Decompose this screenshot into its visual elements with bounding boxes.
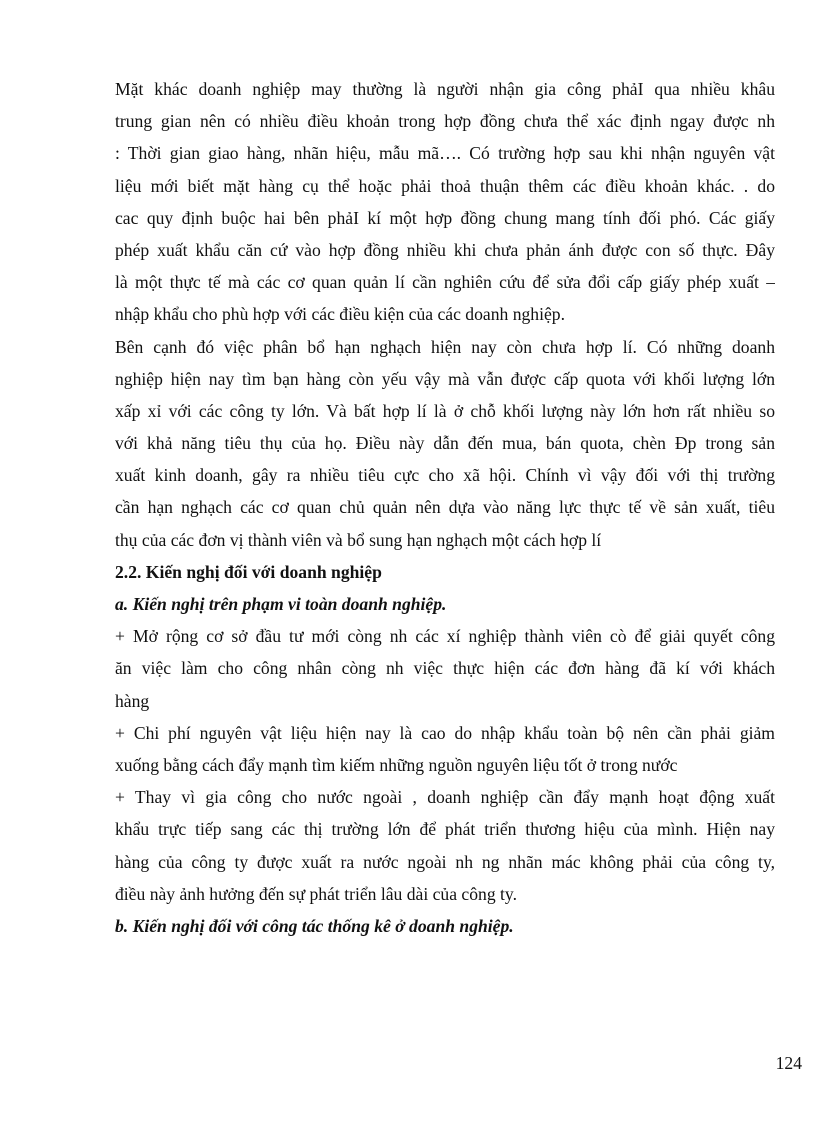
paragraph-line: khẩu trực tiếp sang các thị trường lớn để phát triển thương hiệu của mình. Hiện nay xyxy=(115,819,775,840)
paragraph-line: cần hạn nghạch các cơ quan chủ quản nên dựa vào năng lực thực tế về sản xuất, tiêu xyxy=(115,497,775,518)
document-body xyxy=(115,73,775,942)
paragraph-line: trung gian nên có nhiều điều khoản trong hợp đồng chưa thể xác định ngay được nh xyxy=(115,111,775,132)
paragraph-line: : Thời gian giao hàng, nhãn hiệu, mẫu mã…. Có trường hợp sau khi nhận nguyên vật xyxy=(115,143,775,164)
paragraph-line: liệu mới biết mặt hàng cụ thể hoặc phải thoả thuận thêm các điều khoản khác. . do xyxy=(115,175,775,196)
paragraph-line: phép xuất khẩu căn cứ vào hợp đồng nhiều khi chưa phản ánh được con số thực. Đây xyxy=(115,239,775,260)
paragraph-line: xấp xỉ với các công ty lớn. Và bất hợp lí là ở chỗ khối lượng này lớn hơn rất nhiều so xyxy=(115,400,775,421)
paragraph-line: xuống bằng cách đẩy mạnh tìm kiếm những nguồn nguyên liệu tốt ở trong nước xyxy=(115,754,678,775)
subsection-heading: b. Kiến nghị đối với công tác thống kê ở doanh nghiệp. xyxy=(115,915,514,936)
paragraph-line: + Chi phí nguyên vật liệu hiện nay là cao do nhập khẩu toàn bộ nên cần phải giảm xyxy=(115,722,775,743)
paragraph-line: Mặt khác doanh nghiệp may thường là người nhận gia công phảI qua nhiều khâu xyxy=(115,79,775,99)
paragraph-line: + Mở rộng cơ sở đầu tư mới còng nh các xí nghiệp thành viên cò để giải quyết công xyxy=(115,626,775,647)
section-heading: 2.2. Kiến nghị đối với doanh nghiệp xyxy=(115,561,382,582)
paragraph-line: ăn việc làm cho công nhân còng nh việc thực hiện các đơn hàng đã kí với khách xyxy=(115,658,775,679)
paragraph-line: là một thực tế mà các cơ quan quản lí cần nghiên cứu để sửa đổi cấp giấy phép xuất – xyxy=(115,272,775,293)
paragraph-line: cac quy định buộc hai bên phảI kí một hợp đồng chung mang tính đối phó. Các giấy xyxy=(115,207,775,228)
paragraph-line: hàng xyxy=(115,690,150,711)
paragraph-line: nhập khẩu cho phù hợp với các điều kiện của các doanh nghiệp. xyxy=(115,304,565,325)
paragraph-line: điều này ảnh hưởng đến sự phát triển lâu dài của công ty. xyxy=(115,883,517,904)
paragraph-line: thụ của các đơn vị thành viên và bổ sung hạn nghạch một cách hợp lí xyxy=(115,529,602,550)
paragraph-line: Bên cạnh đó việc phân bổ hạn nghạch hiện nay còn chưa hợp lí. Có những doanh xyxy=(115,336,775,357)
paragraph-line: nghiệp hiện nay tìm bạn hàng còn yếu vậy mà vẫn được cấp quota với khối lượng lớn xyxy=(115,368,775,389)
paragraph-line: + Thay vì gia công cho nước ngoài , doanh nghiệp cần đẩy mạnh hoạt động xuất xyxy=(115,787,775,808)
paragraph-line: với khả năng tiêu thụ của họ. Điều này dẫn đến mua, bán quota, chèn Đp trong sản xyxy=(115,433,775,454)
paragraph-line: xuất kinh doanh, gây ra nhiều tiêu cực cho xã hội. Chính vì vậy đối với thị trường xyxy=(115,465,775,486)
page-number: 124 xyxy=(775,1053,802,1073)
subsection-heading: a. Kiến nghị trên phạm vi toàn doanh nghiệp. xyxy=(115,594,447,614)
paragraph-line: hàng của công ty được xuất ra nước ngoài nh ng nhãn mác không phải của công ty, xyxy=(115,851,775,872)
